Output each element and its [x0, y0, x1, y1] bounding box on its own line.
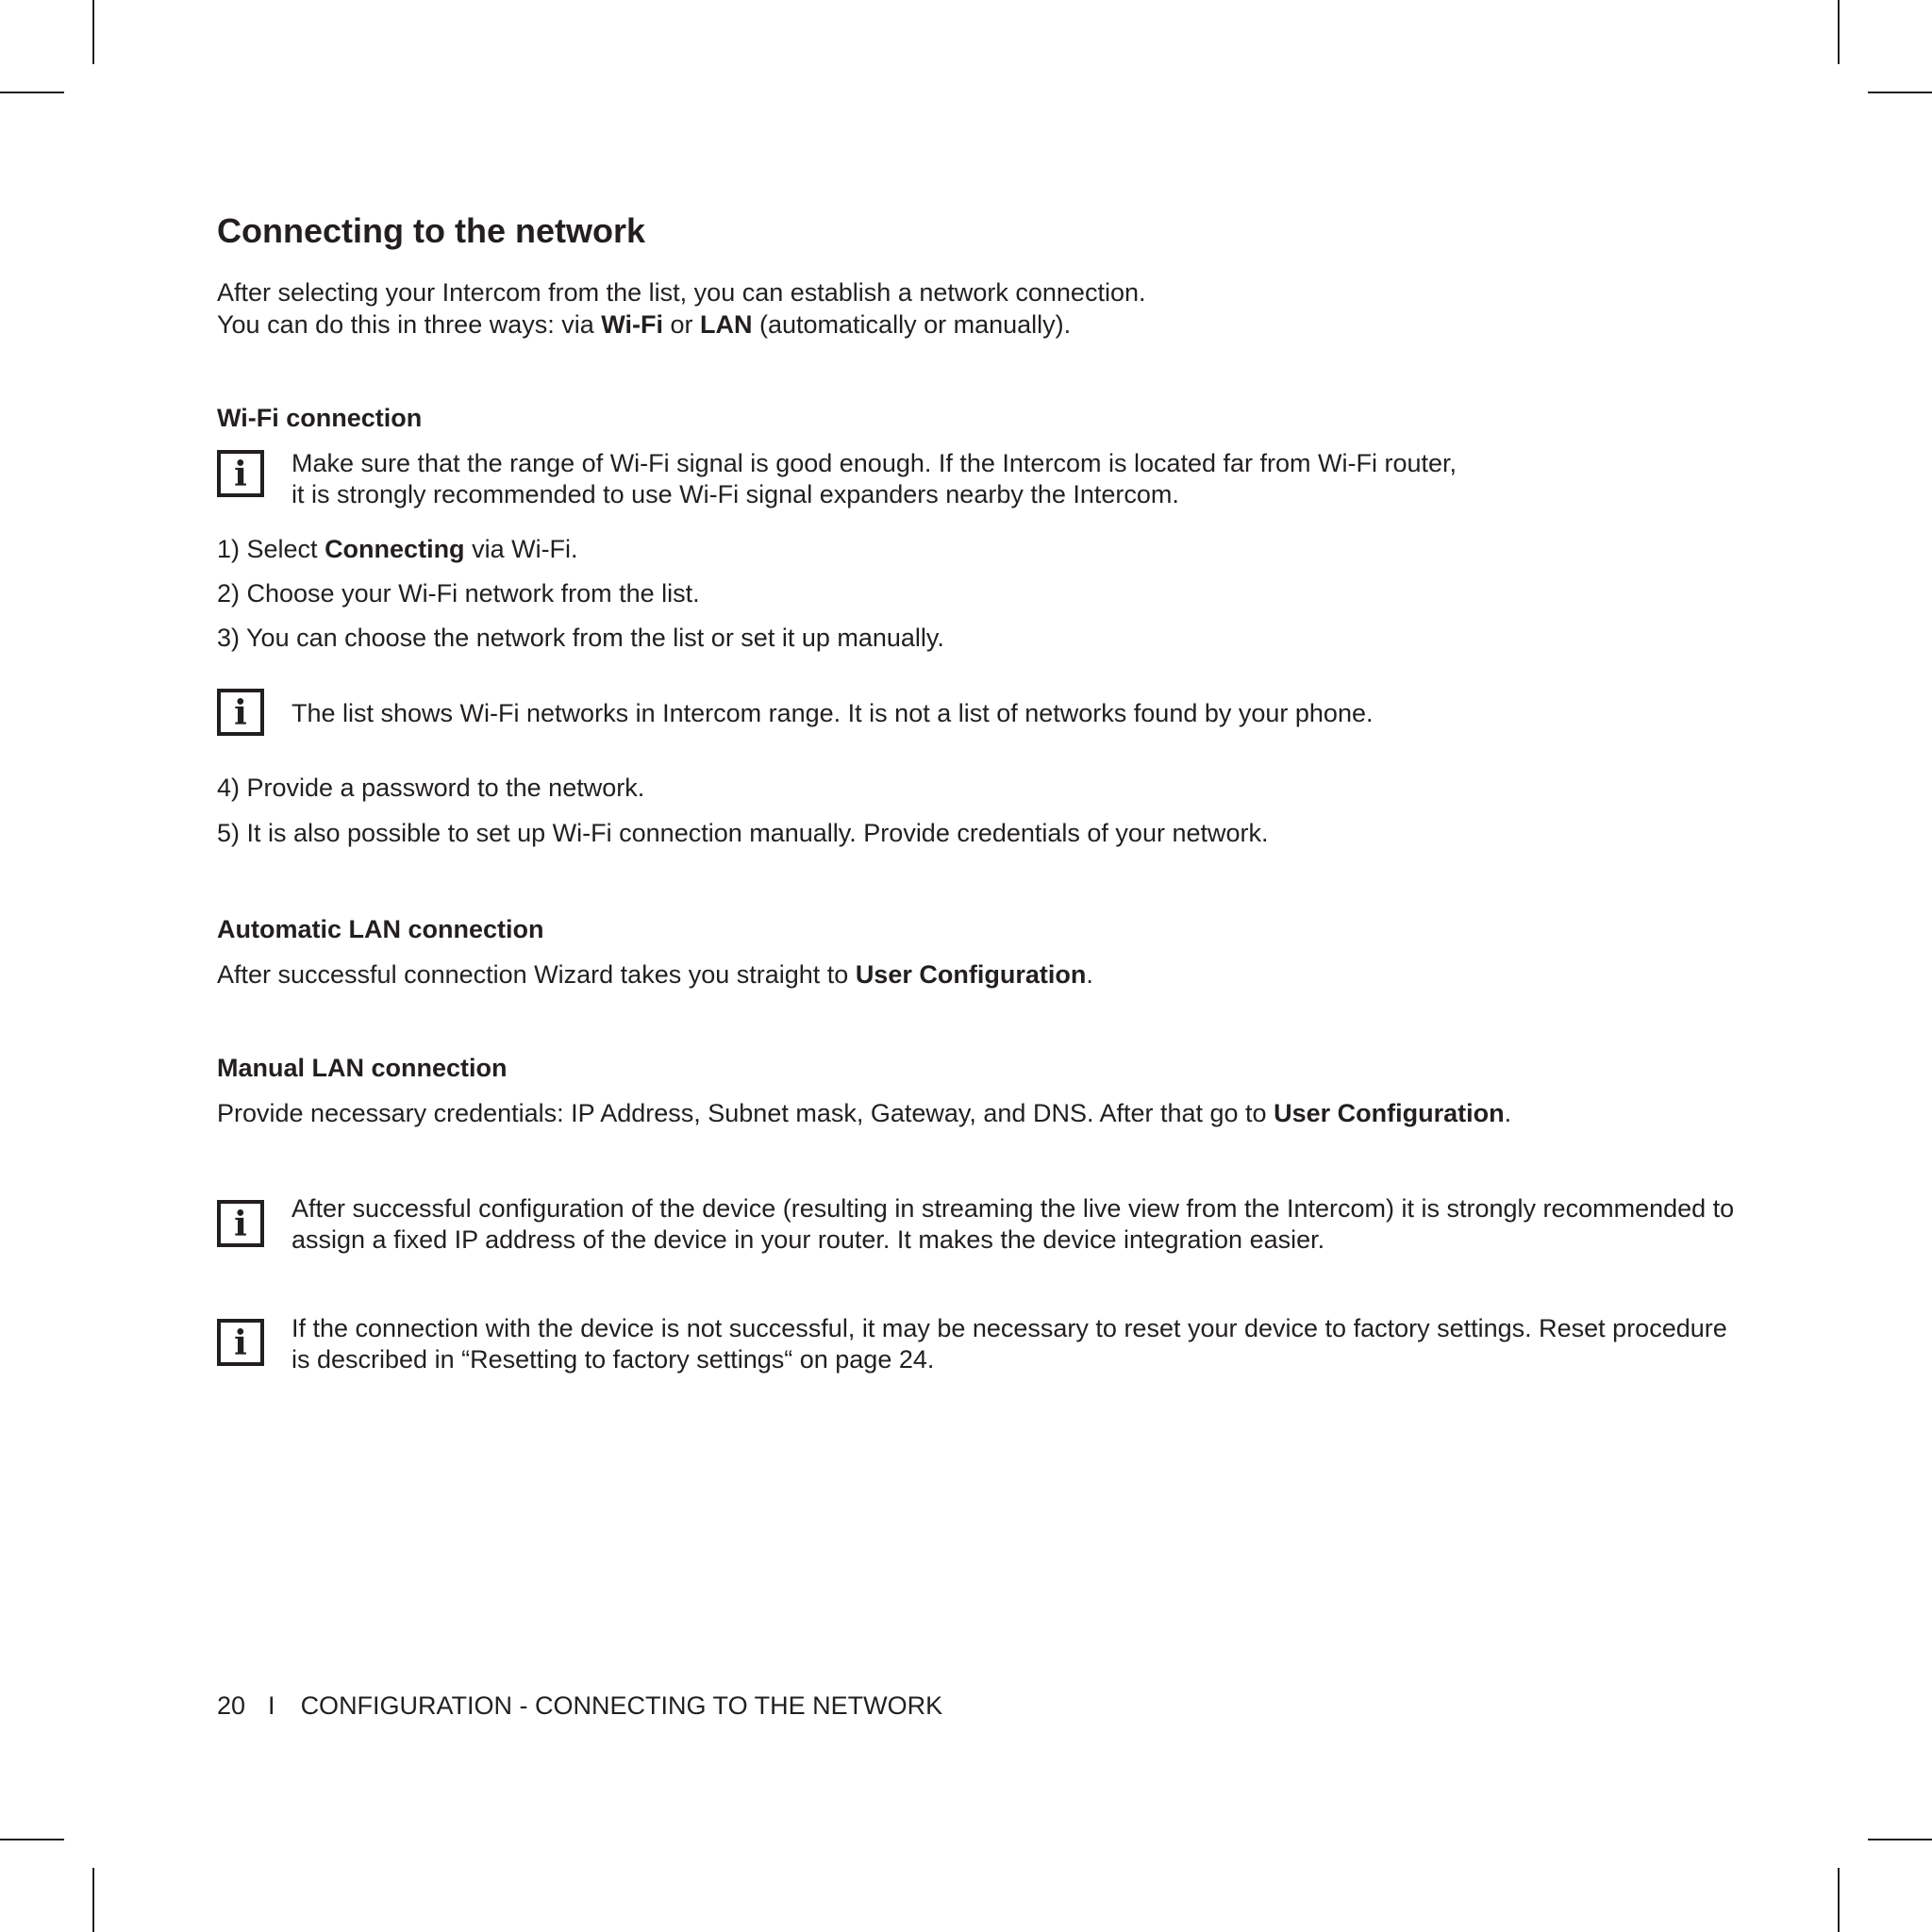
info-icon: i: [217, 1319, 264, 1366]
wifi-step-1: 1) Select Connecting via Wi-Fi.: [217, 535, 578, 563]
wifi-step-5: 5) It is also possible to set up Wi-Fi connection manually. Provide credentials of your network.: [217, 819, 1269, 847]
crop-mark: [0, 92, 64, 93]
wifi-step-3: 3) You can choose the network from the list or set it up manually.: [217, 624, 944, 652]
manual-lan-text: Provide necessary credentials: IP Address, Subnet mask, Gateway, and DNS. After that go to User Configuration.: [217, 1099, 1512, 1127]
page-title: Connecting to the network: [217, 211, 645, 250]
auto-lan-heading: Automatic LAN connection: [217, 915, 544, 943]
crop-mark: [92, 1868, 94, 1932]
page-number: 20: [217, 1691, 246, 1720]
footer-section: CONFIGURATION - CONNECTING TO THE NETWORK: [300, 1691, 943, 1720]
info-icon: i: [217, 450, 264, 497]
fixed-ip-note: After successful configuration of the device (resulting in streaming the live view from the Intercom) it is strongly recommended to assign a fixed IP address of the device in your router. It makes the device integration easier.: [291, 1194, 1735, 1254]
reset-note: If the connection with the device is not successful, it may be necessary to reset your device to factory settings. Reset procedure is described in “Resetting to factory settings“ on page 24.: [291, 1314, 1727, 1374]
wifi-term: Wi-Fi: [601, 310, 663, 339]
intro-line-1: After selecting your Intercom from the list, you can establish a network connection.: [217, 278, 1146, 307]
info-icon: i: [217, 1200, 264, 1247]
crop-mark: [1868, 1839, 1932, 1840]
auto-lan-text: After successful connection Wizard takes you straight to User Configuration.: [217, 960, 1093, 989]
crop-mark: [0, 1839, 64, 1840]
crop-mark: [1868, 92, 1932, 93]
crop-mark: [92, 0, 94, 64]
wifi-range-note: Make sure that the range of Wi-Fi signal is good enough. If the Intercom is located far from Wi-Fi router, it is strongly recommended to use Wi-Fi signal expanders nearby the Intercom.: [291, 449, 1457, 508]
crop-mark: [1838, 0, 1840, 64]
info-icon: i: [217, 689, 264, 736]
wifi-list-note: The list shows Wi-Fi networks in Intercom range. It is not a list of networks found by your phone.: [291, 699, 1374, 727]
wifi-step-2: 2) Choose your Wi-Fi network from the list.: [217, 579, 700, 608]
wifi-step-4: 4) Provide a password to the network.: [217, 774, 645, 802]
lan-term: LAN: [700, 310, 753, 339]
crop-mark: [1838, 1868, 1840, 1932]
intro-line-2: You can do this in three ways: via Wi-Fi or LAN (automatically or manually).: [217, 310, 1072, 339]
footer-separator: I: [268, 1691, 275, 1720]
wifi-heading: Wi-Fi connection: [217, 404, 423, 432]
manual-lan-heading: Manual LAN connection: [217, 1054, 508, 1082]
page-footer: [217, 1691, 942, 1721]
